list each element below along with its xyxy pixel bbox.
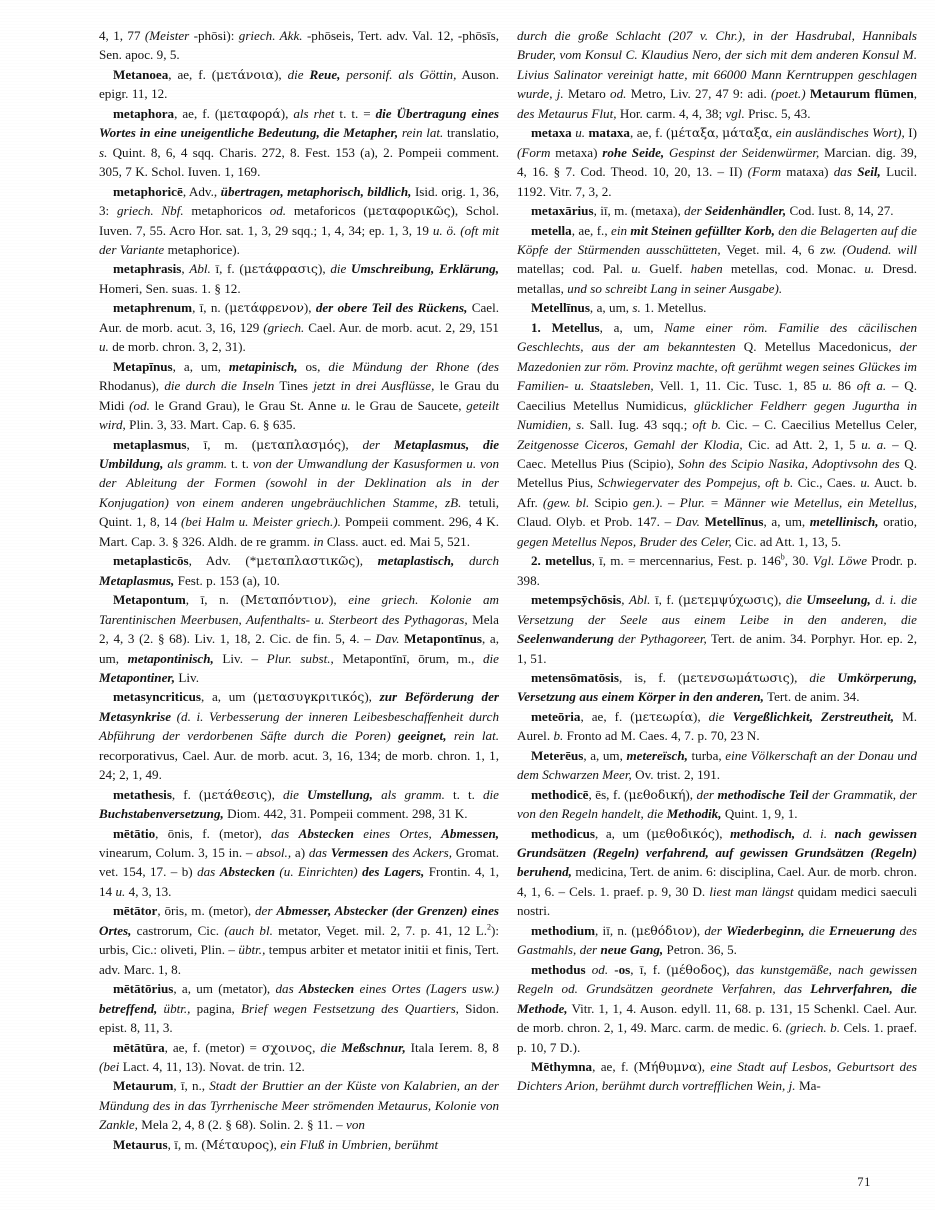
dictionary-entry: metaxārius, iī, m. (metaxa), der Seidenhändler, Cod. Iust. 8, 14, 27. bbox=[531, 203, 894, 219]
dictionary-entry: mētātōrius, a, um (metator), das Abstecken eines Ortes (Lagers usw.) betreffend, übtr., pagina, Brief wegen Festsetzung des Quartiers, Sidon. epist. 8, 11, 3. bbox=[99, 981, 500, 1036]
dictionary-entry: Metanoea, ae, f. (μετάνοια), die Reue, personif. als Göttin, Auson. epigr. 11, 12. bbox=[99, 66, 500, 102]
dictionary-entry: metathesis, f. (μετάθεσις), die Umstellung, als gramm. t. t. die Buchstabenversetzung, Diom. 442, 31. Pompeii comment. 298, 31 K. bbox=[99, 786, 499, 822]
dictionary-entry: mētātūra, ae, f. (metor) = σχοινος, die Meßschnur, Itala Ierem. 8, 8 (bei Lact. 4, 11, 13). Novat. de trin. 12. bbox=[99, 1039, 499, 1075]
dictionary-entry: Metapīnus, a, um, metapinisch, os, die Mündung der Rhone (des Rhodanus), die durch die Inseln Tines jetzt in drei Ausflüsse, le Grau du Midi (od. le Grand Grau), le Grau St. Anne u. le Grau de Saucete, geteilt wird, Plin. 3, 33. Mart. Cap. 6. § 635. bbox=[99, 358, 500, 433]
dictionary-entry: Metaurum, ī, n., Stadt der Bruttier an der Küste von Kalabrien, an der Mündung des in das Tyrrhenische Meer strömenden Metaurus, Kolonie von Zankle, Mela 2, 4, 8 (2. § 68). Solin. 2. § 11. – von bbox=[99, 1078, 499, 1133]
dictionary-entry: 1. Metellus, a, um, Name einer röm. Familie des cäcilischen Geschlechts, aus der am bekanntesten Q. Metellus Macedonicus, der Mazedonien zur röm. Provinz machte, oft gerühmt wegen seines Glückes im Familien- u. Staatsleben, Vell. 1, 11. Cic. Tusc. 1, 85 u. 86 oft a. – Q. Caecilius Metellus Numidicus, glücklicher Feldherr gegen Jugurtha in Numidien, s. Sall. Iug. 43 sqq.; oft b. Cic. – C. Caecilius Metellus Celer, Zeitgenosse Ciceros, Gemahl der Klodia, Cic. ad Att. 2, 1, 5 u. a. – Q. Caec. Metellus Pius (Scipio), Sohn des Scipio Nasika, Adoptivsohn des Q. Metellus Pius, Schwiegervater des Pompejus, oft b. Cic., Caes. u. Auct. b. Afr. (gew. bl. Scipio gen.). – Plur. = Männer wie Metellus, ein Metellus, Claud. Olyb. et Prob. 147. – Dav. Metellīnus, a, um, metellinisch, oratio, gegen Metellus Nepos, Bruder des Celer, Cic. ad Att. 1, 13, 5. bbox=[517, 319, 918, 549]
dictionary-entry: metasyncriticus, a, um (μετασυγκριτικός), zur Beförderung der Metasynkrise (d. i. Verbesserung der inneren Leibesbeschaffenheit durch Abführung der verdorbenen Säfte durch die Poren) geeignet, rein lat. recorporativus, Cael. Aur. de morb. acut. 3, 16, 134; de morb. chron. 1, 1, 24; 2, 1, 49. bbox=[99, 689, 500, 783]
right-column bbox=[517, 26, 917, 1166]
dictionary-entry: methodus od. -os, ī, f. (μέθοδος), das kunstgemäße, nach gewissen Regeln od. Grundsätzen geordnete Verfahren, das Lehrverfahren, die Methode, Vitr. 1, 1, 4. Auson. edyll. 11, 68. p. 131, 15 Schenkl. Cael. Aur. de morb. chron. 2, 1, 49. Marc. carm. de medic. 6. (griech. b. Cels. 1. praef. p. 10, 7 D.). bbox=[517, 961, 917, 1055]
dictionary-entry: metaphrasis, Abl. ī, f. (μετάφρασις), die Umschreibung, Erklärung, Homeri, Sen. suas. 1. § 12. bbox=[99, 261, 499, 296]
dictionary-entry: methodicus, a, um (μεθοδικός), methodisch, d. i. nach gewissen Grundsätzen (Regeln) verfahrend, auf gewissen Grundsätzen (Regeln) beruhend, medicina, Tert. de anim. 6: disciplina, Cael. Aur. de morb. chron. 4, 1, 6. – Cels. 1. praef. p. 9, 30 D. liest man längst quidam medici saeculi nostri. bbox=[517, 825, 918, 919]
dictionary-entry: metaphrenum, ī, n. (μετάφρενον), der obere Teil des Rückens, Cael. Aur. de morb. acut. 3, 16, 129 (griech. Cael. Aur. de morb. acut. 2, 29, 151 u. de morb. chron. 3, 2, 31). bbox=[99, 300, 499, 355]
dictionary-entry: metempsȳchōsis, Abl. ī, f. (μετεμψύχωσις), die Umseelung, d. i. die Versetzung der Seele aus einem Leibe in den anderen, die Seelenwanderung der Pythagoreer, Tert. de anim. 34. Porphyr. Hor. ep. 2, 1, 51. bbox=[517, 592, 918, 666]
dictionary-entry: Meterēus, a, um, metereïsch, turba, eine Völkerschaft an der Donau und dem Schwarzen Meer, Ov. trist. 2, 191. bbox=[517, 747, 917, 783]
dictionary-entry: Metaurus, ī, m. (Μέταυρος), ein Fluß in Umbrien, berühmt bbox=[113, 1136, 439, 1152]
dictionary-entry: Mēthymna, ae, f. (Μήθυμνα), eine Stadt auf Lesbos, Geburtsort des Dichters Arion, berühmt durch vortrefflichen Wein, j. Ma- bbox=[517, 1059, 917, 1094]
dictionary-entry: meteōria, ae, f. (μετεωρία), die Vergeßlichkeit, Zerstreutheit, M. Aurel. b. Fronto ad M. Caes. 4, 7. p. 70, 23 N. bbox=[517, 708, 918, 744]
entry-continuation: durch die große Schlacht (207 v. Chr.), in der Hasdrubal, Hannibals Bruder, vom Konsul C. Klaudius Nero, der sich mit dem anderen Konsul M. Livius Salinator vereinigt hatte, mit 66000 Mann Kerntruppen geschlagen wurde, j. Metaro od. Metro, Liv. 27, 47 9: adi. (poet.) Metaurum flūmen, des Metaurus Flut, Hor. carm. 4, 4, 38; vgl. Prisc. 5, 43. bbox=[517, 28, 918, 121]
dictionary-entry: metella, ae, f., ein mit Steinen gefüllter Korb, den die Belagerten auf die Köpfe der Stürmenden ausschütteten, Veget. mil. 4, 6 zw. (Oudend. will matellas; cod. Pal. u. Guelf. haben metellas, cod. Monac. u. Dresd. metallas, und so schreibt Lang in seiner Ausgabe). bbox=[517, 222, 917, 296]
dictionary-entry: methodium, iī, n. (μεθόδιον), der Wiederbeginn, die Erneuerung des Gastmahls, der neue Gang, Petron. 36, 5. bbox=[517, 922, 917, 958]
dictionary-entry: Metellīnus, a, um, s. 1. Metellus. bbox=[531, 300, 707, 316]
dictionary-entry: metaphoricē, Adv., übertragen, metaphorisch, bildlich, Isid. orig. 1, 36, 3: griech. Nbf. metaphoricos od. metaforicos (μεταφορικῶς), Schol. Iuven. 7, 55. Acro Hor. sat. 1, 3, 29 sqq.; 1, 4, 34; ep. 1, 3, 19 u. ö. (oft mit der Variante metaphorice). bbox=[99, 183, 500, 257]
dictionary-entry: metaplasticōs, Adv. (*μεταπλαστικῶς), metaplastisch, durch Metaplasmus, Fest. p. 153 (a), 10. bbox=[99, 553, 499, 588]
dictionary-entry: metaplasmus, ī, m. (μεταπλασμός), der Metaplasmus, die Umbildung, als gramm. t. t. von der Umwandlung der Kasusformen u. von der Ableitung der Formen (sowohl in der Deklination als in der Konjugation) von einem anderen ungebräuchlichen Stamme, zB. tetuli, Quint. 1, 8, 14 (bei Halm u. Meister griech.). Pompeii comment. 296, 4 K. Mart. Cap. 3. § 326. Aldh. de re gramm. in Class. auct. ed. Mai 5, 521. bbox=[99, 436, 500, 549]
left-column bbox=[99, 26, 499, 1166]
dictionary-entry: metaphora, ae, f. (μεταφορά), als rhet t. t. = die Übertragung eines Wortes in eine uneigentliche Bedeutung, die Metapher, rein lat. translatio, s. Quint. 8, 6, 4 sqq. Charis. 272, 8. Fest. 153 (a), 2. Pompeii comment. 305, 7 K. Schol. Iuven. 1, 169. bbox=[99, 105, 500, 180]
entry-continuation: 4, 1, 77 (Meister -phōsi): griech. Akk. -phōseis, Tert. adv. Val. 12, -phōsīs, Sen. apoc. 9, 5. bbox=[99, 28, 500, 63]
dictionary-entry: methodicē, ēs, f. (μεθοδική), der methodische Teil der Grammatik, der von den Regeln handelt, die Methodik, Quint. 1, 9, 1. bbox=[517, 786, 918, 822]
dictionary-entry: metaxa u. mataxa, ae, f. (μέταξα, μάταξα, ein ausländisches Wort), I) (Form metaxa) rohe Seide, Gespinst der Seidenwürmer, Marcian. dig. 39, 4, 16. § 7. Cod. Theod. 10, 20, 13. – II) (Form mataxa) das Seil, Lucil. 1192. Vitr. 7, 3, 2. bbox=[517, 125, 918, 199]
dictionary-entry: Metapontum, ī, n. (Μεταπόντιον), eine griech. Kolonie am Tarentinischen Meerbusen, Aufenthalts- u. Sterbeort des Pythagoras, Mela 2, 4, 3 (2. § 68). Liv. 1, 18, 2. Cic. de fin. 5, 4. – Dav. Metapontīnus, a, um, metapontinisch, Liv. – Plur. subst., Metapontīnī, ōrum, m., die Metapontiner, Liv. bbox=[99, 592, 500, 685]
page-number: 71 bbox=[857, 1175, 871, 1189]
dictionary-entry: metensōmatōsis, is, f. (μετενσωμάτωσις), die Umkörperung, Versetzung aus einem Körper in den anderen, Tert. de anim. 34. bbox=[517, 669, 917, 705]
dictionary-entry: mētātio, ōnis, f. (metor), das Abstecken eines Ortes, Abmessen, vinearum, Colum. 3, 15 in. – absol., a) das Vermessen des Ackers, Gromat. vet. 154, 17. – b) das Abstecken (u. Einrichten) des Lagers, Frontin. 4, 1, 14 u. 4, 3, 13. bbox=[99, 825, 500, 899]
dictionary-entry: mētātor, ōris, m. (metor), der Abmesser, Abstecker (der Grenzen) eines Ortes, castrorum, Cic. (auch bl. metator, Veget. mil. 2, 7. p. 41, 12 L.$^2$): urbis, Cic.: oliveti, Plin. – übtr., tempus arbiter et metator initii et finis, Tert. adv. Marc. 1, 8. bbox=[99, 903, 499, 977]
page-columns bbox=[99, 26, 918, 1166]
dictionary-entry: 2. metellus, ī, m. = mercennarius, Fest. p. 146$^b$, 30. Vgl. Löwe Prodr. p. 398. bbox=[517, 552, 918, 588]
